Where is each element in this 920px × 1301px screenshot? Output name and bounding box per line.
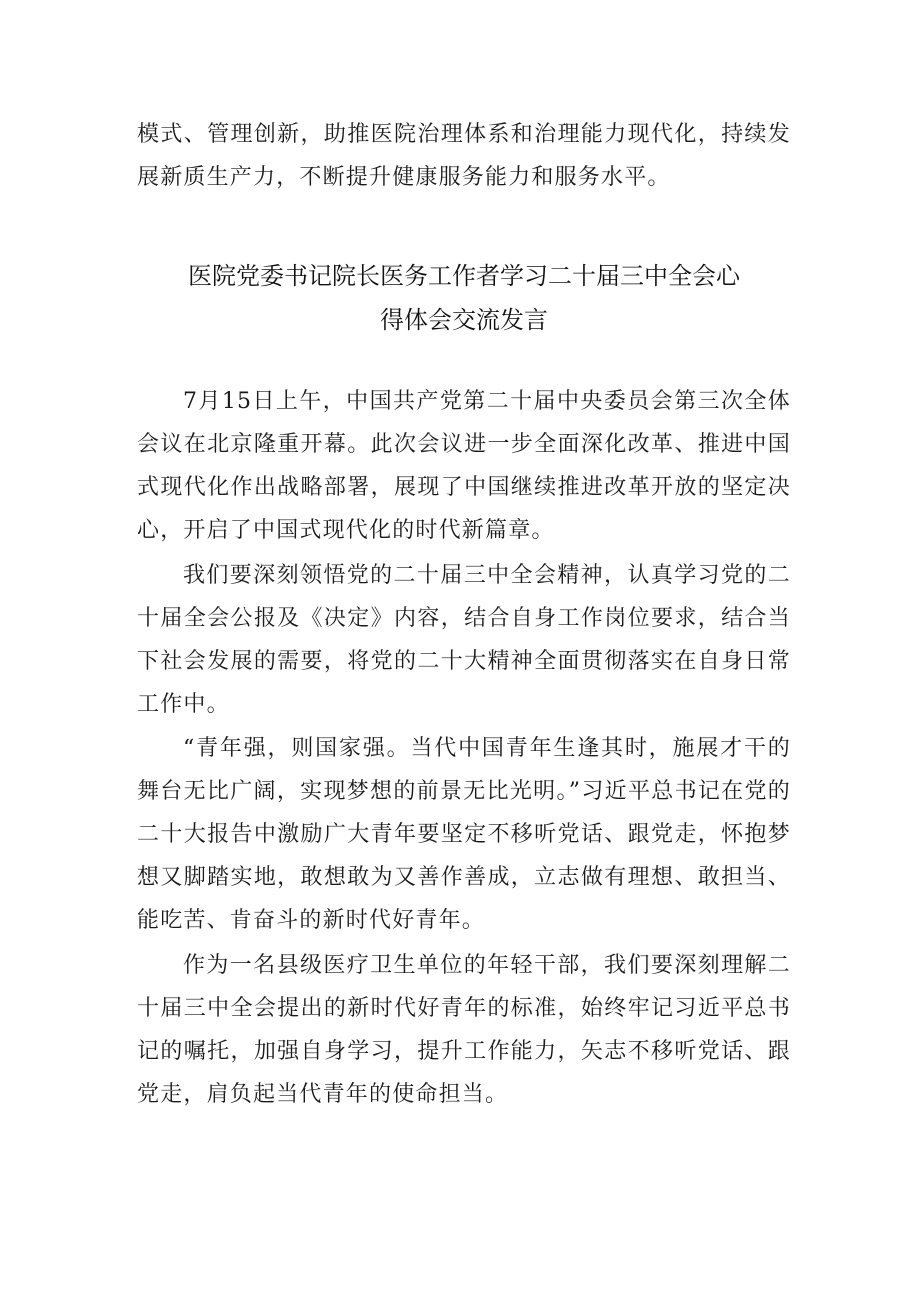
paragraph-2: 我们要深刻领悟党的二十届三中全会精神，认真学习党的二十届全会公报及《决定》内容，结合自身工作岗位要求，结合当下社会发展的需要，将党的二十大精神全面贯彻落实在自身日常工作中。 — [137, 563, 791, 717]
paragraph-1: 7月15日上午，中国共产党第二十届中央委员会第三次全体会议在北京隆重开幕。此次会议进一步全面深化改革、推进中国式现代化作出战略部署，展现了中国继续推进改革开放的坚定决心，开启了中国式现代化的时代新篇章。 — [137, 389, 791, 543]
paragraph-4: 作为一名县级医疗卫生单位的年轻干部，我们要深刻理解二十届三中全会提出的新时代好青年的标准，始终牢记习近平总书记的嘱托，加强自身学习，提升工作能力，矢志不移听党话、跟党走，肩负起当代青年的使命担当。 — [137, 953, 791, 1107]
title-line-2: 得体会交流发言 — [380, 306, 548, 334]
paragraph-3: “青年强，则国家强。当代中国青年生逢其时，施展才干的舞台无比广阔，实现梦想的前景无比光明。”习近平总书记在党的二十大报告中激励广大青年要坚定不移听党话、跟党走，怀抱梦想又脚踏实地，敢想敢为又善作善成，立志做有理想、敢担当、能吃苦、肯奋斗的新时代好青年。 — [137, 736, 791, 933]
continuation-paragraph: 模式、管理创新，助推医院治理体系和治理能力现代化，持续发展新质生产力，不断提升健康服务能力和服务水平。 — [137, 122, 791, 190]
title-line-1: 医院党委书记院长医务工作者学习二十届三中全会心 — [188, 262, 740, 290]
document-title — [137, 254, 791, 342]
